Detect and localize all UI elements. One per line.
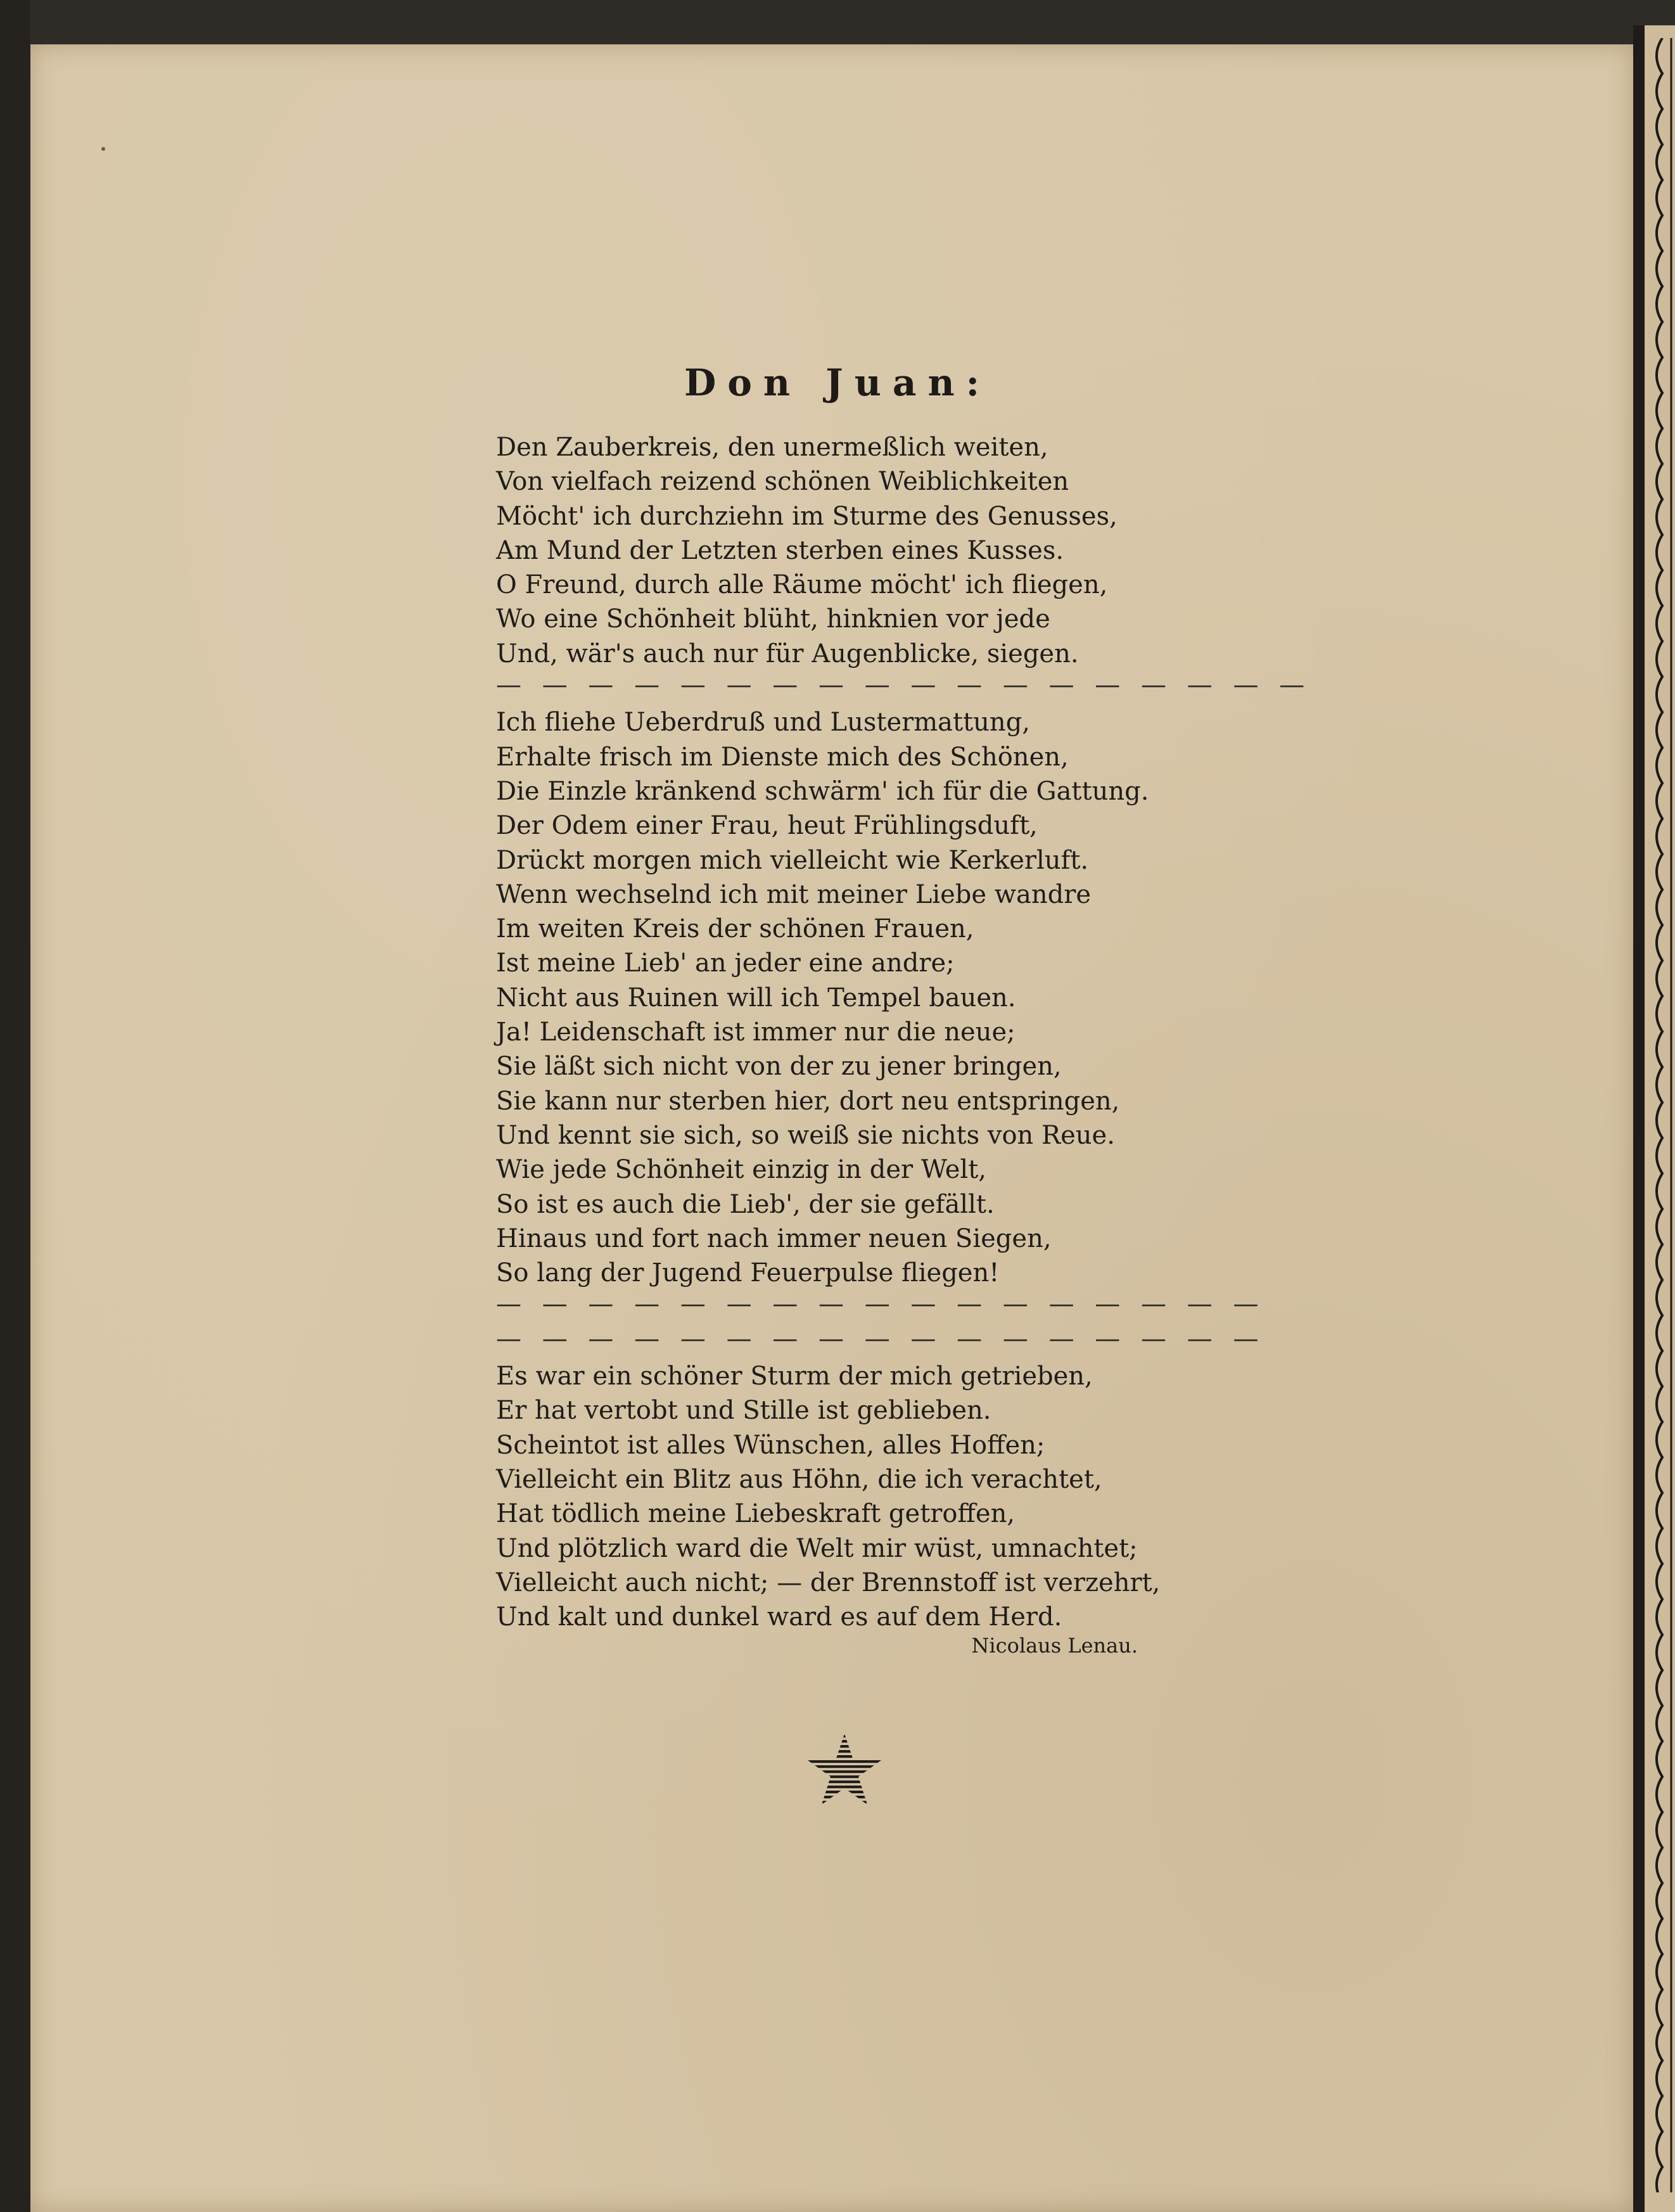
paper-speck [101, 147, 105, 151]
verse-line: So ist es auch die Lieb', der sie gefällt. [496, 1189, 995, 1219]
verse-line: Nicht aus Ruinen will ich Tempel bauen. [496, 983, 1016, 1013]
dash-separator: — — — — — — — — — — — — — — — — — — [496, 670, 1311, 700]
stanza [496, 1359, 1161, 1634]
verse-line: Vielleicht ein Blitz aus Höhn, die ich verachtet, [496, 1464, 1102, 1494]
verse-line: Hat tödlich meine Liebeskraft getroffen, [496, 1499, 1016, 1529]
verse-line: Im weiten Kreis der schönen Frauen, [496, 914, 974, 944]
verse-line: Und plötzlich ward die Welt mir wüst, umnachtet; [496, 1533, 1138, 1563]
verse-line: Und, wär's auch nur für Augenblicke, siegen. [496, 639, 1079, 668]
scan-background [0, 0, 30, 2212]
verse-line: Scheintot ist alles Wünschen, alles Hoffen; [496, 1430, 1045, 1460]
verse-line: Ich fliehe Ueberdruß und Lustermattung, [496, 708, 1031, 738]
verse-line: Erhalte frisch im Dienste mich des Schönen, [496, 742, 1069, 772]
verse-line: Sie kann nur sterben hier, dort neu entspringen, [496, 1086, 1120, 1116]
stanza [496, 705, 1265, 1359]
dash-separator: — — — — — — — — — — — — — — — — — [496, 1289, 1265, 1319]
verse-line: Ist meine Lieb' an jeder eine andre; [496, 949, 955, 978]
stanza [496, 430, 1311, 705]
poem-title: Don Juan: [684, 361, 991, 404]
verse-line: Die Einzle kränkend schwärm' ich für die Gattung. [496, 776, 1149, 806]
verse-line: Wenn wechselnd ich mit meiner Liebe wandre [496, 879, 1092, 909]
verse-line: Er hat vertobt und Stille ist geblieben. [496, 1396, 991, 1426]
verse-line: Und kennt sie sich, so weiß sie nichts von Reue. [496, 1120, 1115, 1150]
verse-line: Wo eine Schönheit blüht, hinknien vor jede [496, 604, 1050, 634]
verse-line: Es war ein schöner Sturm der mich getrieben, [496, 1362, 1093, 1391]
dash-separator: — — — — — — — — — — — — — — — — — [496, 1324, 1265, 1353]
striped-star-icon [805, 1730, 884, 1808]
verse-line: Sie läßt sich nicht von der zu jener bringen, [496, 1052, 1062, 1082]
author-signature: Nicolaus Lenau. [971, 1633, 1138, 1658]
verse-line: Der Odem einer Frau, heut Frühlingsduft, [496, 811, 1038, 841]
verse-line: Vielleicht auch nicht; — der Brennstoff ist verzehrt, [496, 1568, 1161, 1597]
verse-line: Und kalt und dunkel ward es auf dem Herd. [496, 1602, 1062, 1632]
verse-line: Von vielfach reizend schönen Weiblichkeiten [496, 467, 1069, 497]
verse-line: Drückt morgen mich vielleicht wie Kerkerluft. [496, 845, 1089, 875]
verse-line: So lang der Jugend Feuerpulse fliegen! [496, 1258, 1000, 1288]
verse-line: Möcht' ich durchziehn im Sturme des Genusses, [496, 501, 1118, 531]
verse-line: Hinaus und fort nach immer neuen Siegen, [496, 1224, 1052, 1253]
verse-line: O Freund, durch alle Räume möcht' ich fliegen, [496, 570, 1108, 600]
verse-line: Den Zauberkreis, den unermeßlich weiten, [496, 433, 1048, 462]
verse-line: Ja! Leidenschaft ist immer nur die neue; [496, 1018, 1016, 1047]
poem-body [496, 430, 1311, 1634]
verse-line: Am Mund der Letzten sterben eines Kusses. [496, 535, 1064, 565]
verse-line: Wie jede Schönheit einzig in der Welt, [496, 1155, 986, 1185]
